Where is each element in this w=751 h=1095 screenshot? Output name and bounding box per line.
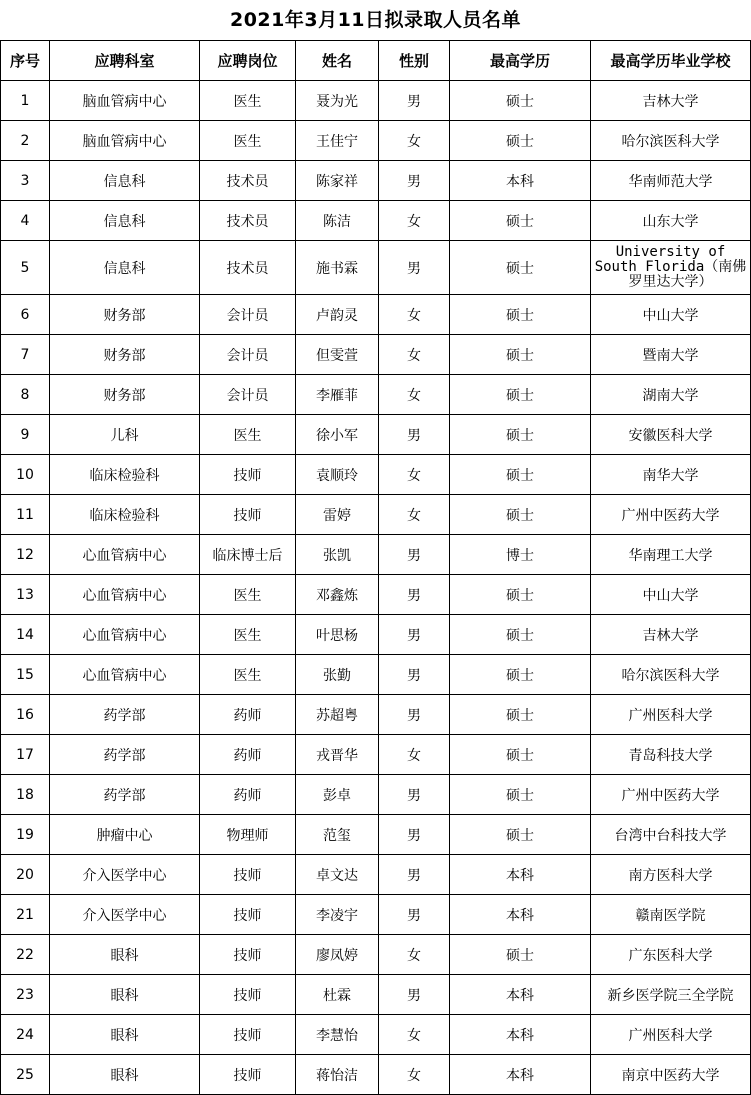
cell-position: 物理师 — [200, 815, 296, 855]
cell-gender: 男 — [379, 415, 450, 455]
cell-name: 雷婷 — [296, 495, 379, 535]
cell-school: 广州中医药大学 — [591, 495, 751, 535]
cell-position: 技师 — [200, 975, 296, 1015]
cell-name: 陈洁 — [296, 201, 379, 241]
cell-name: 李凌宇 — [296, 895, 379, 935]
cell-degree: 本科 — [450, 1015, 591, 1055]
cell-name: 卢韵灵 — [296, 295, 379, 335]
cell-degree: 硕士 — [450, 655, 591, 695]
cell-department: 介入医学中心 — [50, 895, 200, 935]
cell-gender: 男 — [379, 575, 450, 615]
cell-name: 廖凤婷 — [296, 935, 379, 975]
cell-name: 袁顺玲 — [296, 455, 379, 495]
cell-gender: 女 — [379, 121, 450, 161]
cell-position: 医生 — [200, 81, 296, 121]
header-index: 序号 — [1, 41, 50, 81]
page-title: 2021年3月11日拟录取人员名单 — [229, 9, 522, 31]
cell-gender: 男 — [379, 81, 450, 121]
cell-degree: 本科 — [450, 975, 591, 1015]
cell-department: 眼科 — [50, 935, 200, 975]
table-row — [1, 415, 751, 455]
cell-name: 徐小军 — [296, 415, 379, 455]
cell-position: 医生 — [200, 615, 296, 655]
cell-degree: 硕士 — [450, 575, 591, 615]
cell-gender: 男 — [379, 655, 450, 695]
cell-index: 9 — [1, 415, 50, 455]
cell-index: 20 — [1, 855, 50, 895]
cell-degree: 硕士 — [450, 415, 591, 455]
cell-gender: 女 — [379, 201, 450, 241]
cell-name: 杜霖 — [296, 975, 379, 1015]
cell-name: 聂为光 — [296, 81, 379, 121]
cell-school: 华南理工大学 — [591, 535, 751, 575]
cell-degree: 本科 — [450, 855, 591, 895]
cell-position: 技师 — [200, 935, 296, 975]
cell-index: 4 — [1, 201, 50, 241]
cell-school: 华南师范大学 — [591, 161, 751, 201]
cell-gender: 男 — [379, 855, 450, 895]
cell-index: 24 — [1, 1015, 50, 1055]
cell-index: 19 — [1, 815, 50, 855]
cell-index: 22 — [1, 935, 50, 975]
cell-school: 哈尔滨医科大学 — [591, 655, 751, 695]
cell-index: 5 — [1, 241, 50, 295]
cell-degree: 博士 — [450, 535, 591, 575]
header-gender: 性别 — [379, 41, 450, 81]
cell-index: 16 — [1, 695, 50, 735]
cell-department: 儿科 — [50, 415, 200, 455]
cell-name: 陈家祥 — [296, 161, 379, 201]
cell-department: 临床检验科 — [50, 455, 200, 495]
cell-degree: 硕士 — [450, 815, 591, 855]
table-row — [1, 375, 751, 415]
cell-name: 李雁菲 — [296, 375, 379, 415]
cell-school: 中山大学 — [591, 295, 751, 335]
table-row — [1, 575, 751, 615]
cell-degree: 本科 — [450, 161, 591, 201]
table-row — [1, 201, 751, 241]
table-row — [1, 655, 751, 695]
cell-department: 药学部 — [50, 695, 200, 735]
table-row — [1, 975, 751, 1015]
cell-degree: 硕士 — [450, 335, 591, 375]
cell-index: 10 — [1, 455, 50, 495]
cell-name: 卓文达 — [296, 855, 379, 895]
cell-position: 技师 — [200, 495, 296, 535]
cell-gender: 男 — [379, 895, 450, 935]
cell-degree: 硕士 — [450, 375, 591, 415]
cell-degree: 硕士 — [450, 241, 591, 295]
cell-degree: 硕士 — [450, 81, 591, 121]
cell-department: 脑血管病中心 — [50, 81, 200, 121]
cell-department: 心血管病中心 — [50, 655, 200, 695]
cell-degree: 本科 — [450, 1055, 591, 1095]
cell-index: 2 — [1, 121, 50, 161]
cell-index: 1 — [1, 81, 50, 121]
table-row — [1, 1015, 751, 1055]
cell-department: 眼科 — [50, 1055, 200, 1095]
cell-department: 眼科 — [50, 975, 200, 1015]
cell-position: 医生 — [200, 655, 296, 695]
cell-department: 临床检验科 — [50, 495, 200, 535]
cell-name: 叶思杨 — [296, 615, 379, 655]
cell-name: 王佳宁 — [296, 121, 379, 161]
cell-department: 药学部 — [50, 775, 200, 815]
table-row — [1, 81, 751, 121]
cell-school: University of South Florida（南佛罗里达大学） — [591, 241, 751, 295]
cell-school: 南京中医药大学 — [591, 1055, 751, 1095]
cell-department: 财务部 — [50, 375, 200, 415]
cell-position: 技师 — [200, 455, 296, 495]
cell-position: 医生 — [200, 121, 296, 161]
table-row — [1, 335, 751, 375]
cell-school: 吉林大学 — [591, 81, 751, 121]
cell-department: 信息科 — [50, 201, 200, 241]
table-row — [1, 535, 751, 575]
cell-school: 南华大学 — [591, 455, 751, 495]
cell-name: 戎晋华 — [296, 735, 379, 775]
cell-gender: 男 — [379, 535, 450, 575]
cell-school: 广东医科大学 — [591, 935, 751, 975]
cell-name: 但雯萱 — [296, 335, 379, 375]
cell-gender: 女 — [379, 935, 450, 975]
cell-department: 心血管病中心 — [50, 575, 200, 615]
cell-gender: 男 — [379, 615, 450, 655]
cell-degree: 本科 — [450, 895, 591, 935]
cell-school: 南方医科大学 — [591, 855, 751, 895]
cell-department: 信息科 — [50, 161, 200, 201]
cell-position: 医生 — [200, 575, 296, 615]
cell-gender: 女 — [379, 495, 450, 535]
table-row — [1, 935, 751, 975]
cell-degree: 硕士 — [450, 735, 591, 775]
cell-gender: 女 — [379, 375, 450, 415]
cell-degree: 硕士 — [450, 455, 591, 495]
cell-gender: 女 — [379, 295, 450, 335]
cell-degree: 硕士 — [450, 121, 591, 161]
cell-index: 17 — [1, 735, 50, 775]
cell-degree: 硕士 — [450, 775, 591, 815]
cell-degree: 硕士 — [450, 295, 591, 335]
header-school: 最高学历毕业学校 — [591, 41, 751, 81]
cell-degree: 硕士 — [450, 495, 591, 535]
cell-index: 7 — [1, 335, 50, 375]
cell-name: 李慧怡 — [296, 1015, 379, 1055]
cell-degree: 硕士 — [450, 935, 591, 975]
cell-gender: 男 — [379, 161, 450, 201]
cell-index: 18 — [1, 775, 50, 815]
table-row — [1, 495, 751, 535]
cell-department: 心血管病中心 — [50, 615, 200, 655]
cell-index: 13 — [1, 575, 50, 615]
cell-index: 15 — [1, 655, 50, 695]
header-name: 姓名 — [296, 41, 379, 81]
cell-name: 蒋怡洁 — [296, 1055, 379, 1095]
cell-school: 台湾中台科技大学 — [591, 815, 751, 855]
cell-department: 药学部 — [50, 735, 200, 775]
cell-gender: 女 — [379, 735, 450, 775]
cell-gender: 女 — [379, 335, 450, 375]
cell-position: 药师 — [200, 695, 296, 735]
table-row — [1, 815, 751, 855]
table-row — [1, 295, 751, 335]
table-row — [1, 615, 751, 655]
cell-name: 范玺 — [296, 815, 379, 855]
cell-index: 21 — [1, 895, 50, 935]
cell-gender: 男 — [379, 695, 450, 735]
table-row — [1, 161, 751, 201]
cell-degree: 硕士 — [450, 695, 591, 735]
cell-department: 介入医学中心 — [50, 855, 200, 895]
header-department: 应聘科室 — [50, 41, 200, 81]
cell-position: 技术员 — [200, 241, 296, 295]
cell-department: 信息科 — [50, 241, 200, 295]
header-degree: 最高学历 — [450, 41, 591, 81]
cell-position: 医生 — [200, 415, 296, 455]
table-row — [1, 121, 751, 161]
table-row — [1, 895, 751, 935]
cell-index: 3 — [1, 161, 50, 201]
cell-index: 8 — [1, 375, 50, 415]
admission-table — [0, 40, 751, 1095]
cell-index: 12 — [1, 535, 50, 575]
table-row — [1, 695, 751, 735]
cell-position: 药师 — [200, 735, 296, 775]
cell-index: 23 — [1, 975, 50, 1015]
cell-school: 山东大学 — [591, 201, 751, 241]
cell-position: 临床博士后 — [200, 535, 296, 575]
cell-school: 吉林大学 — [591, 615, 751, 655]
cell-school: 中山大学 — [591, 575, 751, 615]
header-position: 应聘岗位 — [200, 41, 296, 81]
cell-position: 技师 — [200, 1015, 296, 1055]
cell-gender: 女 — [379, 1015, 450, 1055]
cell-degree: 硕士 — [450, 201, 591, 241]
cell-school: 赣南医学院 — [591, 895, 751, 935]
cell-position: 药师 — [200, 775, 296, 815]
cell-gender: 女 — [379, 1055, 450, 1095]
cell-gender: 男 — [379, 775, 450, 815]
cell-department: 财务部 — [50, 335, 200, 375]
cell-school: 广州医科大学 — [591, 695, 751, 735]
cell-name: 苏超粤 — [296, 695, 379, 735]
table-row — [1, 241, 751, 295]
table-row — [1, 855, 751, 895]
cell-department: 心血管病中心 — [50, 535, 200, 575]
table-header-row — [1, 41, 751, 81]
cell-position: 技师 — [200, 895, 296, 935]
cell-school: 湖南大学 — [591, 375, 751, 415]
cell-position: 技师 — [200, 1055, 296, 1095]
cell-gender: 女 — [379, 455, 450, 495]
cell-name: 彭卓 — [296, 775, 379, 815]
cell-department: 眼科 — [50, 1015, 200, 1055]
cell-name: 张凯 — [296, 535, 379, 575]
cell-school: 新乡医学院三全学院 — [591, 975, 751, 1015]
cell-position: 会计员 — [200, 375, 296, 415]
cell-school: 青岛科技大学 — [591, 735, 751, 775]
cell-name: 张勤 — [296, 655, 379, 695]
cell-position: 会计员 — [200, 335, 296, 375]
cell-degree: 硕士 — [450, 615, 591, 655]
cell-index: 14 — [1, 615, 50, 655]
cell-gender: 男 — [379, 815, 450, 855]
cell-position: 会计员 — [200, 295, 296, 335]
table-row — [1, 455, 751, 495]
cell-school: 哈尔滨医科大学 — [591, 121, 751, 161]
cell-gender: 男 — [379, 975, 450, 1015]
cell-index: 11 — [1, 495, 50, 535]
cell-school: 广州中医药大学 — [591, 775, 751, 815]
cell-name: 邓鑫炼 — [296, 575, 379, 615]
cell-position: 技术员 — [200, 161, 296, 201]
cell-department: 肿瘤中心 — [50, 815, 200, 855]
cell-school: 广州医科大学 — [591, 1015, 751, 1055]
cell-index: 25 — [1, 1055, 50, 1095]
cell-school: 安徽医科大学 — [591, 415, 751, 455]
table-row — [1, 735, 751, 775]
cell-name: 施书霖 — [296, 241, 379, 295]
table-row — [1, 775, 751, 815]
cell-gender: 男 — [379, 241, 450, 295]
cell-index: 6 — [1, 295, 50, 335]
cell-department: 财务部 — [50, 295, 200, 335]
cell-position: 技师 — [200, 855, 296, 895]
cell-department: 脑血管病中心 — [50, 121, 200, 161]
cell-position: 技术员 — [200, 201, 296, 241]
table-row — [1, 1055, 751, 1095]
cell-school: 暨南大学 — [591, 335, 751, 375]
